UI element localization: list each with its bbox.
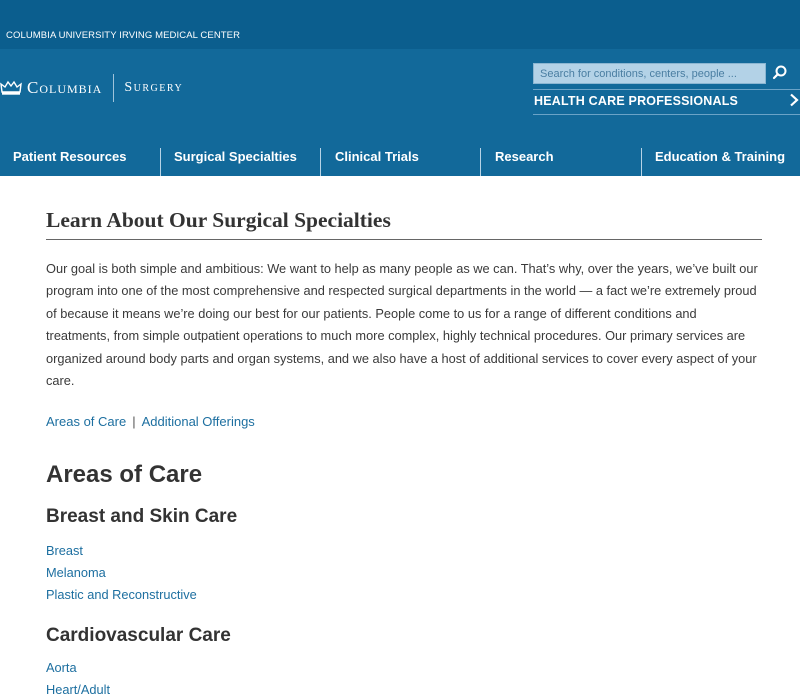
- section-anchor-links: [46, 414, 255, 429]
- top-bar: [0, 0, 800, 49]
- nav-divider: [160, 148, 161, 176]
- nav-clinical-trials[interactable]: Clinical Trials: [335, 149, 419, 164]
- title-divider: [46, 239, 762, 240]
- brand-name: Columbia: [27, 78, 103, 97]
- list-item-link[interactable]: Heart/Adult: [46, 682, 111, 697]
- nav-divider: [480, 148, 481, 176]
- institution-label: COLUMBIA UNIVERSITY IRVING MEDICAL CENTER: [6, 30, 241, 41]
- brand-divider: [113, 74, 114, 102]
- page-title: Learn About Our Surgical Specialties: [46, 208, 391, 232]
- nav-surgical-specialties[interactable]: Surgical Specialties: [174, 149, 297, 164]
- intro-paragraph: Our goal is both simple and ambitious: We want to help as many people as we can. That’s why, over the years, we’ve built our program into one of the most comprehensive and respected surgical departments in the world — a fact we’re extremely proud of because it means we’re doing our best for our patients. People come to us for a range of different conditions and treatments, from simple outpatient operations to much more complex, highly technical procedures. Our primary services are organized around body parts and organ systems, and we also have a host of additional services to cover every aspect of your care.: [46, 261, 758, 389]
- group-heading: Breast and Skin Care: [46, 506, 238, 527]
- nav-divider: [641, 148, 642, 176]
- list-item-link[interactable]: Plastic and Reconstructive: [46, 587, 197, 602]
- list-item-link[interactable]: Aorta: [46, 660, 77, 675]
- department-name: Surgery: [124, 80, 184, 95]
- crown-icon: [0, 80, 22, 96]
- anchor-additional-offerings[interactable]: Additional Offerings: [141, 414, 255, 429]
- hcp-label: HEALTH CARE PROFESSIONALS: [534, 94, 739, 108]
- nav-education-training[interactable]: Education & Training: [655, 149, 786, 164]
- search-box: [533, 63, 766, 84]
- nav-patient-resources[interactable]: Patient Resources: [13, 149, 127, 164]
- search-icon[interactable]: [770, 63, 790, 83]
- site-logo[interactable]: [0, 73, 183, 103]
- list-item-link[interactable]: Breast: [46, 543, 83, 558]
- site-header: [0, 49, 800, 129]
- anchor-separator: |: [132, 414, 136, 429]
- chevron-right-icon[interactable]: [789, 93, 799, 107]
- group-heading: Cardiovascular Care: [46, 625, 231, 646]
- main-nav: [0, 129, 800, 176]
- search-input[interactable]: [534, 65, 765, 84]
- nav-divider: [320, 148, 321, 176]
- section-heading: Areas of Care: [46, 461, 203, 488]
- nav-research[interactable]: Research: [495, 149, 554, 164]
- list-item-link[interactable]: Melanoma: [46, 565, 106, 580]
- anchor-areas-of-care[interactable]: Areas of Care: [46, 414, 127, 429]
- health-care-professionals-link[interactable]: [533, 89, 800, 115]
